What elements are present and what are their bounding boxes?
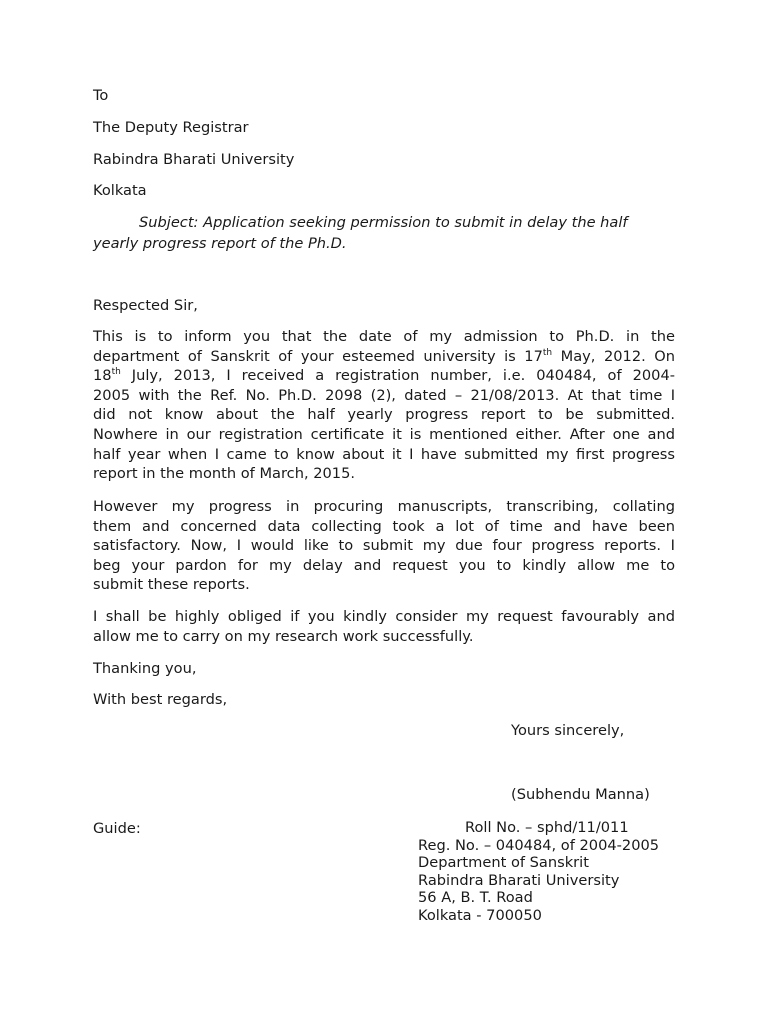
recipient-city: Kolkata [93,182,147,199]
greeting: Respected Sir, [93,297,198,314]
p2-line-2: them and concerned data collecting took a lot of time and have been [93,517,675,535]
roll-number: Roll No. – sphd/11/011 [465,819,629,836]
p3-line-2: allow me to carry on my research work successfully. [93,627,474,645]
paragraph-3 [93,607,675,646]
p1-line-3: 18th July, 2013, I received a registration number, i.e. 040484, of 2004- [93,367,675,385]
registration-number: Reg. No. – 040484, of 2004-2005 [418,836,660,854]
recipient-title: The Deputy Registrar [93,119,249,136]
p2-line-4: beg your pardon for my delay and request you to kindly allow me to [93,556,675,574]
sender-details [418,819,659,925]
recipient-institution: Rabindra Bharati University [93,151,295,168]
p1-line-1: This is to inform you that the date of my admission to Ph.D. in the [93,328,675,345]
p1-line-8: report in the month of March, 2015. [93,465,355,483]
to-label: To [93,87,109,104]
p1-line-5: did not know about the half yearly progress report to be submitted. [93,406,675,424]
p2-line-5: submit these reports. [93,576,250,594]
closing-line: Yours sincerely, [511,722,625,739]
subject-text: Subject: Application seeking permission to submit in delay the half yearly progress report of the Ph.D. [93,214,628,252]
thanks-line: Thanking you, [93,660,197,677]
p2-line-1: However my progress in procuring manuscripts, transcribing, collating [93,498,675,515]
p3-line-1: I shall be highly obliged if you kindly consider my request favourably and [93,608,675,625]
paragraph-1 [93,327,675,484]
sender-university: Rabindra Bharati University [418,871,620,889]
guide-label: Guide: [93,820,141,837]
paragraph-2 [93,497,675,595]
p1-line-7: half year when I came to know about it I have submitted my first progress [93,445,675,463]
sender-department: Department of Sanskrit [418,854,589,872]
sender-address: 56 A, B. T. Road [418,889,533,907]
p1-line-6: Nowhere in our registration certificate it is mentioned either. After one and [93,425,675,443]
sender-city-pin: Kolkata - 700050 [418,906,542,924]
p2-line-3: satisfactory. Now, I would like to submit my due four progress reports. I [93,537,675,555]
signature-name: (Subhendu Manna) [511,786,650,803]
p1-line-2: department of Sanskrit of your esteemed university is 17th May, 2012. On [93,347,675,365]
regards-line: With best regards, [93,691,228,708]
subject-line [93,212,675,254]
p1-line-4: 2005 with the Ref. No. Ph.D. 2098 (2), dated – 21/08/2013. At that time I [93,386,675,404]
